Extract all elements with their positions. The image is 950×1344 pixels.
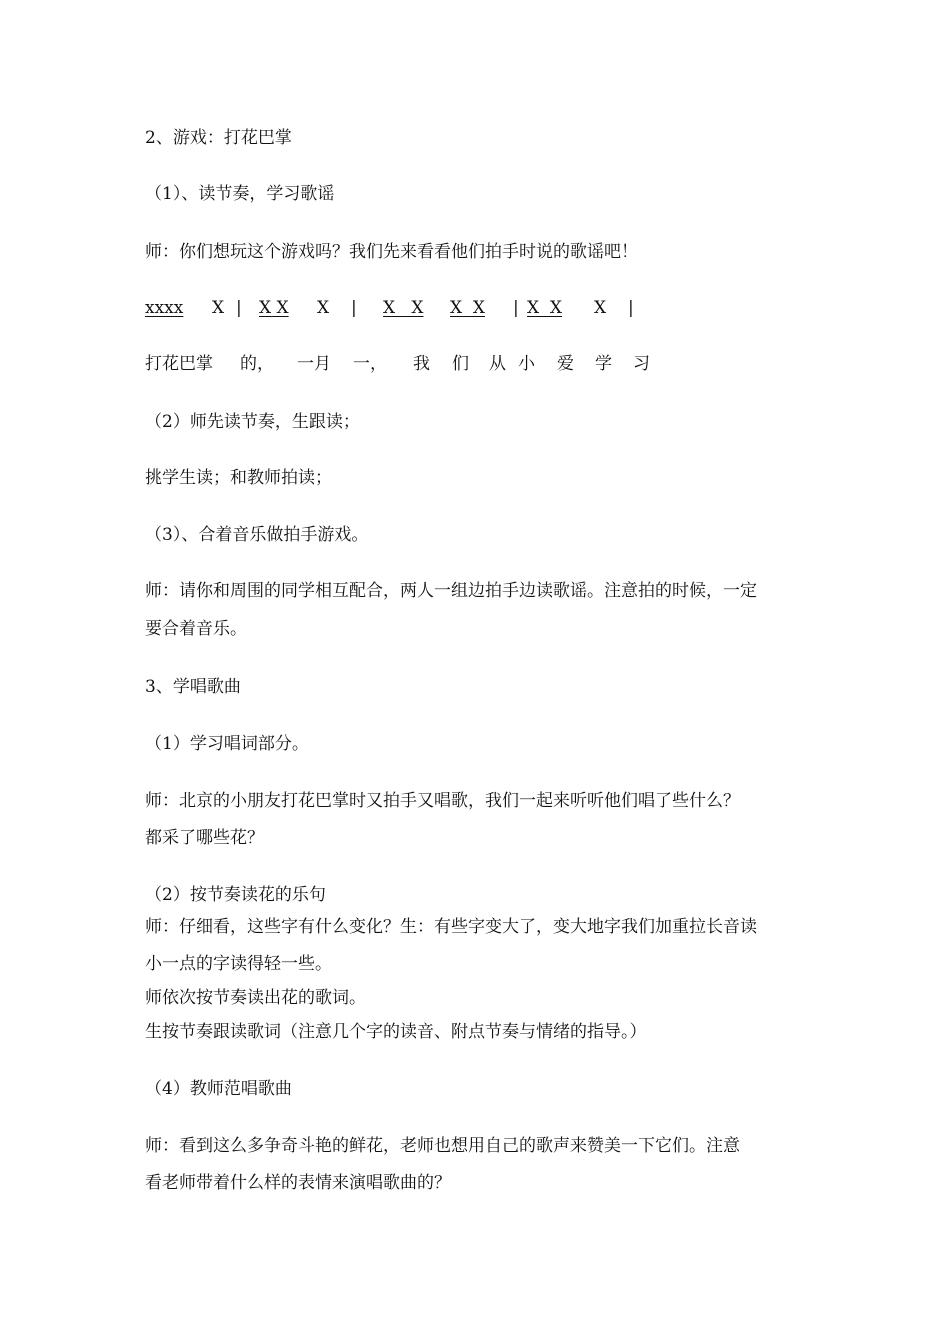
teacher-line-beijing-cont: 都采了哪些花？ [145,828,264,848]
lyric-word: 学 [595,354,612,374]
rhythm-note: X X [527,298,563,318]
rhythm-note: X X [383,298,424,318]
rhythm-barline: | [236,298,242,318]
subheading-lyrics: （1）学习唱词部分。 [145,734,309,754]
lyric-word: 一月 [297,354,331,374]
teacher-line-pair-clap: 师：请你和周围的同学相互配合，两人一组边拍手边读歌谣。注意拍的时候，一定 [145,581,757,601]
teacher-line-beijing: 师：北京的小朋友打花巴掌时又拍手又唱歌，我们一起来听听他们唱了些什么？ [145,791,740,811]
teacher-line-observe: 师：仔细看，这些字有什么变化？生：有些字变大了，变大地字我们加重拉长音读 [145,917,757,937]
subheading-clapping-game: （3）、合着音乐做拍手游戏。 [145,525,369,545]
lyric-word: 打花巴掌 [145,354,213,374]
lyric-word: 我 [413,354,430,374]
rhythm-note: X X [259,298,289,318]
subheading-flower-phrase: （2）按节奏读花的乐句 [145,885,326,905]
teacher-line-flowers: 师：看到这么多争奇斗艳的鲜花，老师也想用自己的歌声来赞美一下它们。注意 [145,1136,740,1156]
rhythm-note: X [317,298,330,318]
rhythm-note: xxxx [145,298,184,318]
section-heading-learn-song: 3、学唱歌曲 [145,677,241,697]
rhythm-note: X X [450,298,486,318]
lyric-word: 从 [489,354,506,374]
rhythm-note: X [594,298,607,318]
section-heading-game: 2、游戏：打花巴掌 [145,128,292,148]
teacher-line-pair-clap-cont: 要合着音乐。 [145,619,247,639]
teacher-line-observe-cont: 小一点的字读得轻一些。 [145,954,332,974]
rhythm-barline: | [628,298,634,318]
rhythm-note: X [212,298,225,318]
lyric-word: 的， [240,354,274,374]
lyric-line [0,353,950,379]
students-follow-lyrics: 生按节奏跟读歌词（注意几个字的读音、附点节奏与情绪的指导。） [145,1022,647,1042]
subheading-teacher-sings: （4）教师范唱歌曲 [145,1079,292,1099]
teacher-reads-lyrics: 师依次按节奏读出花的歌词。 [145,988,366,1008]
subheading-teacher-reads: （2）师先读节奏，生跟读； [145,412,360,432]
instruction-line: 挑学生读；和教师拍读； [145,468,332,488]
lyric-word: 一， [353,354,387,374]
teacher-line-game-intro: 师：你们想玩这个游戏吗？我们先来看看他们拍手时说的歌谣吧！ [145,242,638,262]
rhythm-barline: | [513,298,519,318]
rhythm-notation [0,297,950,323]
lyric-word: 爱 [557,354,574,374]
rhythm-barline: | [351,298,357,318]
lyric-word: 习 [633,354,650,374]
lyric-word: 们 [452,354,469,374]
teacher-line-flowers-cont: 看老师带着什么样的表情来演唱歌曲的？ [145,1173,451,1193]
subheading-read-rhythm: （1）、读节奏，学习歌谣 [145,184,335,204]
lyric-word: 小 [518,354,535,374]
